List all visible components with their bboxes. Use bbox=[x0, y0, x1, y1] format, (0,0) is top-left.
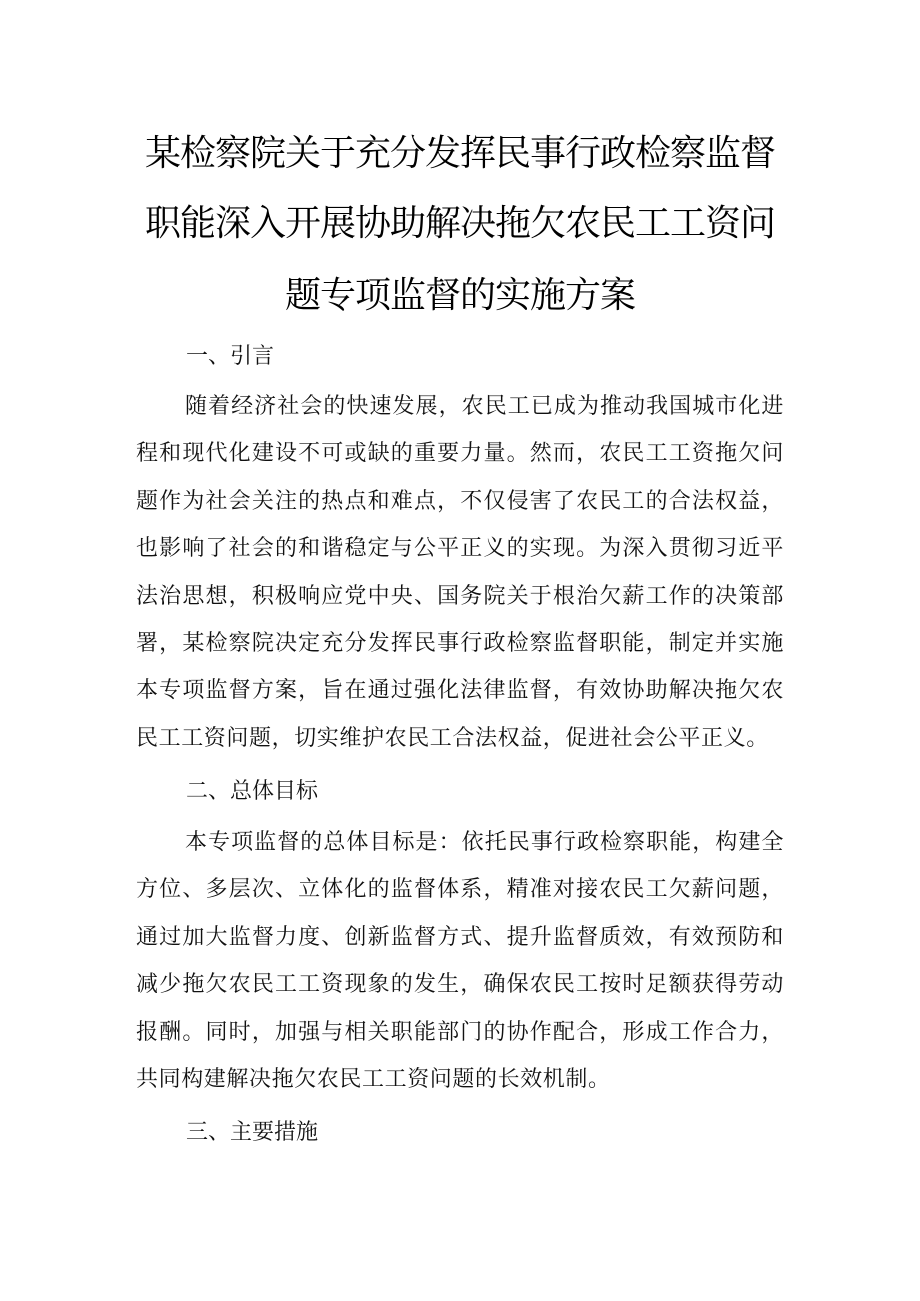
document-title-line-3: 题专项监督的实施方案 bbox=[284, 275, 635, 316]
document-title-line-1: 某检察院关于充分发挥民事行政检察监督 bbox=[144, 133, 775, 174]
section-heading-introduction: 一、引言 bbox=[186, 344, 275, 369]
document-title-line-2: 职能深入开展协助解决拖欠农民工工资问 bbox=[144, 203, 775, 244]
section-heading-main-measures: 三、主要措施 bbox=[186, 1120, 319, 1145]
section-paragraph-introduction: 随着经济社会的快速发展，农民工已成为推动我国城市化进程和现代化建设不可或缺的重要力量。然而，农民工工资拖欠问题作为社会关注的热点和难点，不仅侵害了农民工的合法权益，也影响了社会的和谐稳定与公平正义的实现。为深入贯彻习近平法治思想，积极响应党中央、国务院关于根治欠薪工作的决策部署，某检察院决定充分发挥民事行政检察监督职能，制定并实施本专项监督方案，旨在通过强化法律监督，有效协助解决拖欠农民工工资问题，切实维护农民工合法权益，促进社会公平正义。 bbox=[136, 394, 784, 751]
section-paragraph-overall-goal: 本专项监督的总体目标是：依托民事行政检察职能，构建全方位、多层次、立体化的监督体系，精准对接农民工欠薪问题，通过加大监督力度、创新监督方式、提升监督质效，有效预防和减少拖欠农民工工资现象的发生，确保农民工按时足额获得劳动报酬。同时，加强与相关职能部门的协作配合，形成工作合力，共同构建解决拖欠农民工工资问题的长效机制。 bbox=[136, 830, 784, 1093]
section-heading-overall-goal: 二、总体目标 bbox=[186, 779, 319, 804]
